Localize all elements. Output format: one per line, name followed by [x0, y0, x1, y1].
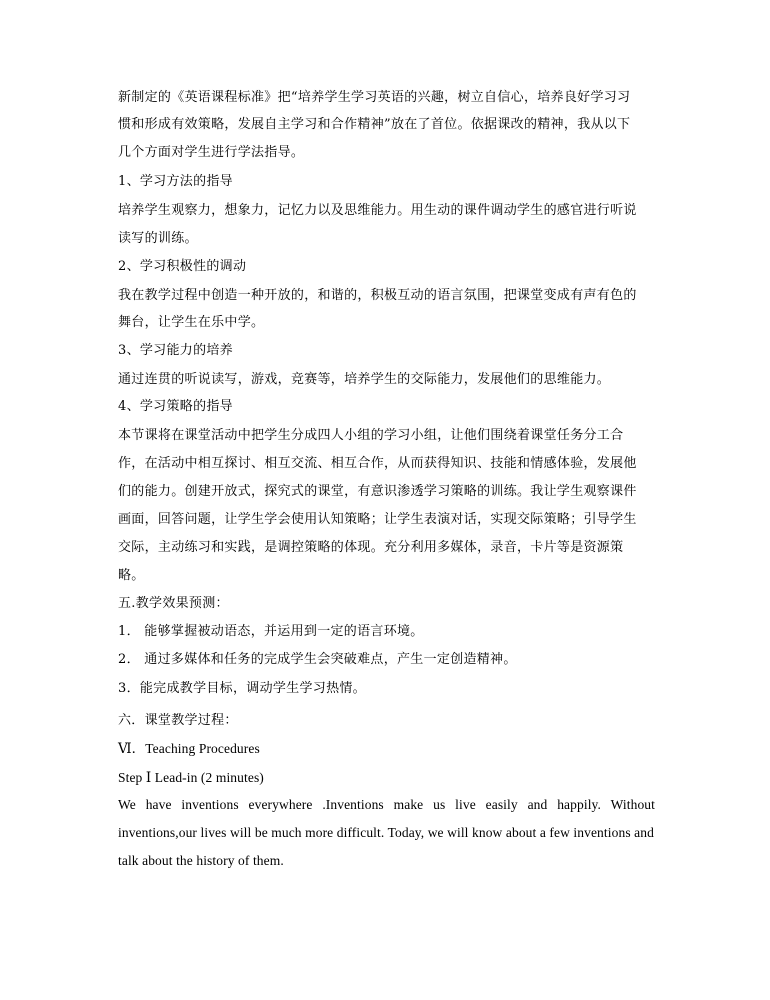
section-heading: 1、学习方法的指导: [118, 174, 233, 189]
paragraph-line: 读写的训练。: [118, 231, 198, 246]
list-item: 1． 能够掌握被动语态，并运用到一定的语言环境。: [118, 624, 424, 639]
paragraph-line: 通过连贯的听说读写，游戏，竞赛等，培养学生的交际能力，发展他们的思维能力。: [118, 372, 611, 387]
paragraph-line: 几个方面对学生进行学法指导。: [118, 145, 305, 160]
section-heading: 2、学习积极性的调动: [118, 259, 247, 274]
paragraph-line: 略。: [118, 568, 145, 583]
section-heading: 六．课堂教学过程：: [118, 713, 238, 728]
paragraph-line: 我在教学过程中创造一种开放的，和谐的，积极互动的语言氛围，把课堂变成有声有色的: [118, 288, 637, 303]
paragraph-line: 培养学生观察力，想象力，记忆力以及思维能力。用生动的课件调动学生的感官进行听说: [118, 203, 637, 218]
section-heading: 4、学习策略的指导: [118, 399, 233, 414]
section-heading: Ⅵ．Teaching Procedures: [118, 741, 260, 756]
paragraph-line: inventions,our lives will be much more difficult. Today, we will know about a few inventions and: [118, 825, 654, 840]
paragraph-line: 惯和形成有效策略，发展自主学习和合作精神”放在了首位。依据课改的精神，我从以下: [118, 117, 631, 132]
paragraph-line: 舞台，让学生在乐中学。: [118, 315, 265, 330]
section-heading: 3、学习能力的培养: [118, 343, 233, 358]
list-item: 3．能完成教学目标，调动学生学习热情。: [118, 681, 366, 696]
paragraph-line: 们的能力。创建开放式，探究式的课堂，有意识渗透学习策略的训练。我让学生观察课件: [118, 484, 637, 499]
section-heading: 五.教学效果预测：: [118, 596, 229, 611]
paragraph-line: 本节课将在课堂活动中把学生分成四人小组的学习小组，让他们围绕着课堂任务分工合: [118, 428, 624, 443]
paragraph-line: 交际，主动练习和实践，是调控策略的体现。充分利用多媒体，录音，卡片等是资源策: [118, 540, 624, 555]
paragraph-line: 画面，回答问题，让学生学会使用认知策略；让学生表演对话，实现交际策略；引导学生: [118, 512, 637, 527]
paragraph-line: 新制定的《英语课程标准》把“培养学生学习英语的兴趣，树立自信心，培养良好学习习: [118, 90, 631, 105]
paragraph-line: talk about the history of them.: [118, 853, 284, 868]
paragraph-line: We have inventions everywhere .Inventions make us live easily and happily. Without: [118, 797, 655, 812]
step-heading: Step Ⅰ Lead-in (2 minutes): [118, 770, 264, 785]
paragraph-line: 作，在活动中相互探讨、相互交流、相互合作，从而获得知识、技能和情感体验，发展他: [118, 456, 637, 471]
list-item: 2． 通过多媒体和任务的完成学生会突破难点，产生一定创造精神。: [118, 652, 517, 667]
